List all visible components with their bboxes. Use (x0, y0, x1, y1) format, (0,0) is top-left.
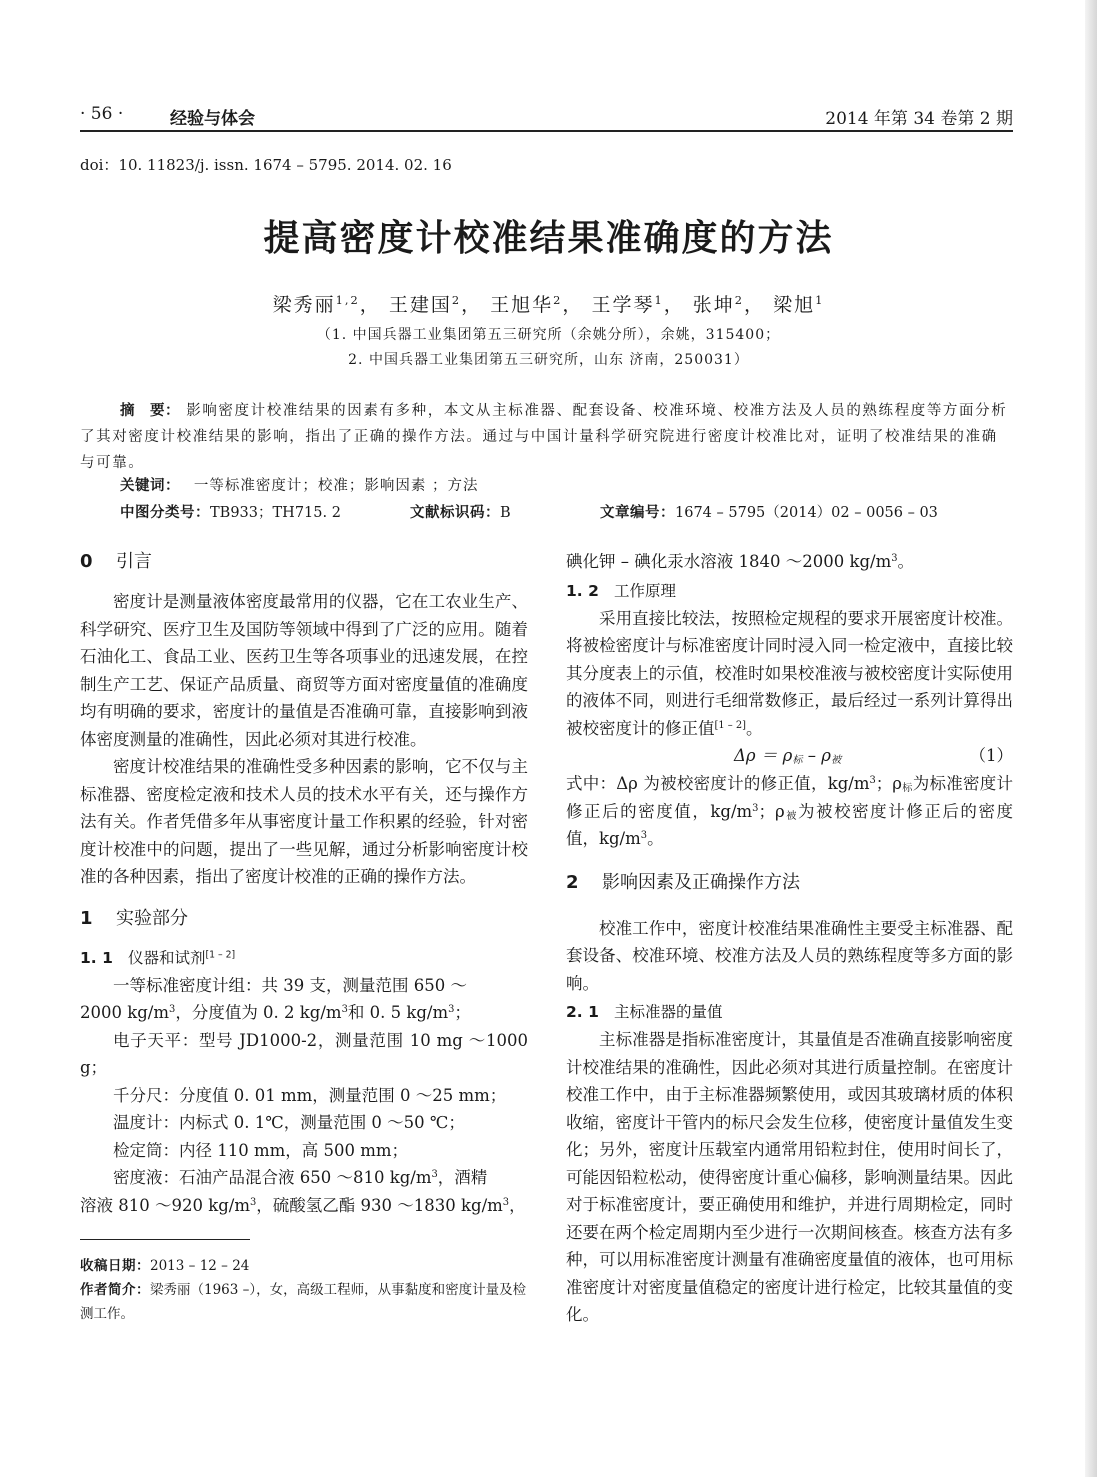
section-heading: 2 影响因素及正确操作方法 (566, 871, 800, 893)
section2-paragraph: 主标准器是指标准密度计，其量值是否准确直接影响密度计校准结果的准确性，因此必须对其进行质量控制。在密度计校准工作中，由于主标准器频繁使用，或因其玻璃材质的体积收缩，密度计干管内的标尺会发生位移，使密度计量值发生变化；另外，密度计压载室内通常用铅粒封住，使用时间长了，可能因铅粒松动，使得密度计重心偏移，影响测量结果。因此对于标准密度计，要正确使用和维护，并进行周期检定，同时还要在两个检定周期内至少进行一次期间核查。核查方法有多种，可以用标准密度计测量有准确密度量值的液体，也可用标准密度计对密度量值稳定的密度计进行检定，比较其量值的变化。 (566, 1030, 1013, 1324)
instrument-item: 密度液：石油产品混合液 650 ～810 $kg/m^3$，酒精 (113, 1168, 488, 1187)
author-affiliation: 1 (815, 293, 825, 308)
section-name: 经验与体会 (170, 109, 255, 129)
subsection-heading: 1. 2 工作原理 (566, 581, 677, 600)
affiliation-line: （1. 中国兵器工业集团第五三研究所（余姚分所），余姚，315400； (316, 327, 781, 343)
instrument-item-cont: 碘化钾 – 碘化汞水溶液 1840 ～2000 $kg/m^3$。 (566, 552, 915, 571)
doc-code-label: 文献标识码： (410, 505, 500, 521)
clc-value: TB933；TH715. 2 (210, 505, 341, 521)
instrument-item: 温度计：内标式 0. 1℃，测量范围 0 ～50 ℃； (113, 1113, 465, 1132)
instrument-item: 检定筒：内径 110 mm，高 500 mm； (113, 1140, 409, 1160)
clc-label: 中图分类号： (120, 505, 210, 521)
intro-paragraph: 密度计校准结果的准确性受多种因素的影响，它不仅与主标准器、密度检定液和技术人员的技术水平有关，还与操作方法有关。作者凭借多年从事密度计量工作积累的经验，针对密度计校准中的问题，提出了一些见解，通过分析影响密度计校准的各种因素，指出了密度计校准的正确的操作方法。 (80, 757, 528, 886)
affiliation-line: 2. 中国兵器工业集团第五三研究所，山东 济南，250031） (348, 352, 749, 368)
right-column (566, 548, 1013, 1329)
author-name: 张坤 (692, 294, 735, 316)
doc-code-value: B (500, 505, 511, 521)
header-rule (80, 130, 1013, 132)
author-bio: 作者简介：梁秀丽（1963 –），女，高级工程师，从事黏度和密度计量及检测工作。 (80, 1282, 527, 1322)
section-heading: 1 实验部分 (80, 907, 188, 929)
author-affiliation: 2 (553, 293, 563, 308)
footnote-rule (80, 1239, 250, 1240)
instrument-item: 一等标准密度计组：共 39 支，测量范围 650 ～ (113, 975, 467, 995)
keywords-text: 一等标准密度计；校准；影响因素 ；方法 (193, 478, 479, 494)
abstract-text: 影响密度计校准结果的因素有多种，本文从主标准器、配套设备、校准环境、校准方法及人员的熟练程度等方面分析了其对密度计校准结果的影响，指出了正确的操作方法。通过与中国计量科学研究院进行密度计校准比对，证明了校准结果的准确与可靠。 (80, 403, 1008, 471)
article-id-value: 1674 – 5795（2014）02 – 0056 – 03 (675, 505, 938, 521)
running-header (80, 104, 1013, 128)
instrument-item: 电子天平：型号 JD1000-2，测量范围 10 mg ～1000 g； (80, 1030, 528, 1077)
author-name: 王旭华 (490, 294, 554, 316)
equation-where: 式中：Δρ 为被校密度计的修正值，$kg/m^3$；$\rho_标$为标准密度计修正后的密度值，$kg/m^3$；$\rho_被$为被校密度计修正后的密度值，$kg/m^3$。 (566, 774, 1014, 848)
instrument-item-cont: 2000 $kg/m^3$，分度值为 0. 2 $kg/m^3$和 0. 5 $kg/m^3$； (80, 1003, 471, 1022)
keywords-label: 关键词： (120, 478, 173, 494)
keywords (120, 474, 478, 495)
classification-line (120, 501, 1020, 523)
abstract-label: 摘 要： (120, 403, 180, 419)
instrument-item: 千分尺：分度值 0. 01 mm，测量范围 0 ～25 mm； (113, 1085, 507, 1105)
author-list: 梁秀丽$^{1,2}$， 王建国$^2$， 王旭华$^2$， 王学琴$^1$， 张坤$^2$， 梁旭$^1$ (272, 293, 825, 316)
issue-info: 2014 年第 34 卷第 2 期 (825, 109, 1013, 129)
author-affiliation: 2 (734, 293, 745, 308)
author-affiliation: 1 (654, 293, 664, 308)
abstract (80, 398, 1013, 476)
subsection-heading: 1. 1 仪器和试剂[1 – 2] (80, 948, 236, 967)
author-affiliation: 2 (451, 293, 462, 308)
intro-paragraph: 密度计是测量液体密度最常用的仪器，它在工农业生产、科学研究、医疗卫生及国防等领域中得到了广泛的应用。随着石油化工、食品工业、医药卫生等各项事业的迅速发展，在控制生产工艺、保证产品质量、商贸等方面对密度量值的准确度均有明确的要求，密度计的量值是否准确可靠，直接影响到液体密度测量的准确性，因此必须对其进行校准。 (80, 592, 528, 749)
section2-paragraph: 校准工作中，密度计校准结果准确性主要受主标准器、配套设备、校准环境、校准方法及人员的熟练程度等多方面的影响。 (566, 918, 1013, 993)
author-name: 王学琴 (591, 294, 655, 316)
equation-1 (566, 742, 1013, 770)
author-name: 梁旭 (773, 294, 816, 316)
principle-paragraph: 采用直接比较法，按照检定规程的要求开展密度计校准。将被检密度计与标准密度计同时浸入同一检定液中，直接比较其分度表上的示值，校准时如果校准液与被校密度计实际使用的液体不同，则进行毛细常数修正，最后经过一系列计算得出被校密度计的修正值[1 – 2]。 (566, 608, 1013, 738)
paper-title: 提高密度计校准结果准确度的方法 (263, 218, 834, 259)
author-name: 梁秀丽 (272, 294, 336, 316)
page-number: · 56 · (80, 104, 124, 124)
author-affiliation: 1,2 (335, 293, 360, 308)
left-column (80, 548, 528, 1326)
subsection-heading: 2. 1 主标准器的量值 (566, 1003, 723, 1021)
doi: doi：10. 11823/j. issn. 1674 – 5795. 2014. 02. 16 (80, 156, 452, 174)
author-name: 王建国 (388, 294, 452, 316)
instrument-item-cont: 溶液 810 ～920 $kg/m^3$，硫酸氢乙酯 930 ～1830 $kg/m^3$， (80, 1195, 526, 1215)
article-id-label: 文章编号： (600, 505, 675, 521)
section-heading: 0 引言 (80, 551, 152, 572)
received-date: 收稿日期：2013 – 12 – 24 (80, 1258, 250, 1274)
equation-number: （1） (969, 746, 1013, 765)
equation-formula: $\Delta\rho = \rho_标 - \rho_被$ (734, 746, 842, 767)
